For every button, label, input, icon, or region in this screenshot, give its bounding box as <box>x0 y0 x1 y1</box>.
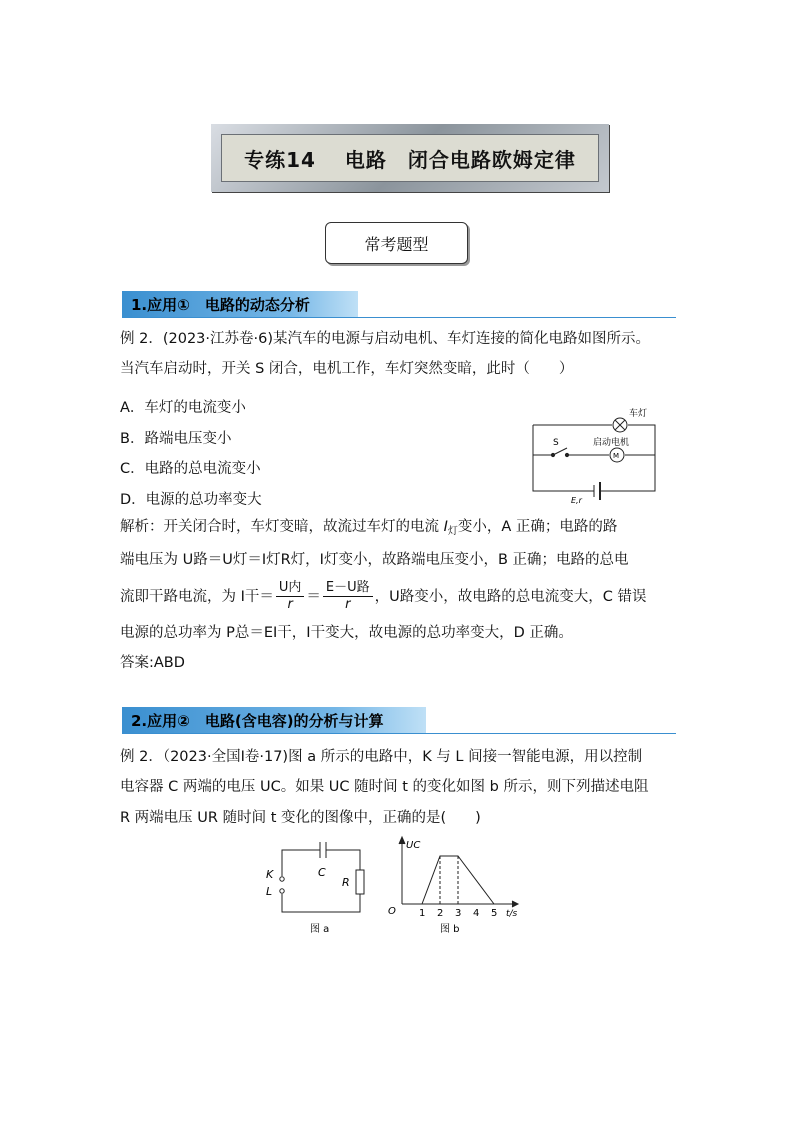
option-b: B．路端电压变小 <box>120 431 232 447</box>
section1-question-line2: 当汽车启动时，开关 S 闭合，电机工作，车灯突然变暗，此时（ ） <box>120 361 574 377</box>
analysis-line3: 流即干路电流，为 I干＝ $\frac{\text{U内}}{r}$ ＝ $\frac{\text{E－U路}}{r}$ ，U路变小，故电路的总电流变大，C 错误 <box>120 580 647 612</box>
tick-label-3: 3 <box>455 908 462 919</box>
subtitle-badge: 常考题型 <box>325 222 468 264</box>
section2-divider <box>122 733 676 734</box>
section2-question-line1: 例 2．（2023·全国Ⅰ卷·17)图 a 所示的电路中，K 与 L 间接一智能电源，用以控制 <box>120 749 643 765</box>
car-circuit-diagram <box>527 405 661 507</box>
analysis-line2: 端电压为 U路＝U灯＝I灯R灯，I灯变小，故路端电压变小，B 正确；电路的总电 <box>120 552 629 568</box>
page-title: 专练14 电路 闭合电路欧姆定律 <box>221 134 599 182</box>
graph-xlabel: t/s <box>506 909 518 919</box>
lamp-label: 车灯 <box>629 409 648 419</box>
terminal-l-label: L <box>266 885 273 898</box>
section1-heading: 1.应用① 电路的动态分析 <box>122 291 358 317</box>
analysis-line4: 电源的总功率为 P总＝EI干，I干变大，故电源的总功率变大，D 正确。 <box>120 625 573 641</box>
figure-b-caption: 图 b <box>440 924 460 935</box>
section1-question-line1: 例 2．(2023·江苏卷·6)某汽车的电源与启动电机、车灯连接的简化电路如图所示。 <box>120 331 650 347</box>
fraction-terminal-voltage: $\frac{\text{E－U路}}{r}$ <box>323 580 373 613</box>
tick-label-5: 5 <box>491 908 498 919</box>
capacitor-label: C <box>318 866 326 879</box>
figure-a-caption: 图 a <box>310 924 330 935</box>
section1-heading-block <box>122 291 358 317</box>
option-a: A．车灯的电流变小 <box>120 400 246 416</box>
tick-label-1: 1 <box>419 908 426 919</box>
section2-question-line2: 电容器 C 两端的电压 UC。如果 UC 随时间 t 的变化如图 b 所示，则下列描述电阻 <box>120 779 649 795</box>
option-c: C．电路的总电流变小 <box>120 461 261 477</box>
tick-label-2: 2 <box>437 908 444 919</box>
analysis-line1: 解析：开关闭合时，车灯变暗，故流过车灯的电流 $I_灯$变小，A 正确；电路的路 <box>120 519 618 537</box>
tick-label-4: 4 <box>473 908 480 919</box>
section2-heading-block <box>122 707 426 733</box>
graph-ylabel: UC <box>406 840 421 851</box>
motor-label: 启动电机 <box>593 438 630 448</box>
figure-b-voltage-graph <box>384 832 530 938</box>
section1-divider <box>122 317 676 318</box>
figure-a-rc-circuit <box>258 838 378 938</box>
battery-label: E,r <box>571 496 582 505</box>
graph-origin-label: O <box>388 906 396 917</box>
fraction-internal-voltage: $\frac{\text{U内}}{r}$ <box>276 580 305 613</box>
motor-symbol: M <box>613 452 620 460</box>
switch-label: S <box>553 438 559 448</box>
title-frame <box>211 124 609 192</box>
option-d: D．电源的总功率变大 <box>120 492 262 508</box>
section2-question-line3: R 两端电压 UR 随时间 t 变化的图像中，正确的是( ) <box>120 810 481 826</box>
section2-heading: 2.应用② 电路(含电容)的分析与计算 <box>122 707 426 733</box>
resistor-label: R <box>342 876 350 889</box>
answer-text: 答案:ABD <box>120 655 185 671</box>
terminal-k-label: K <box>266 868 274 881</box>
